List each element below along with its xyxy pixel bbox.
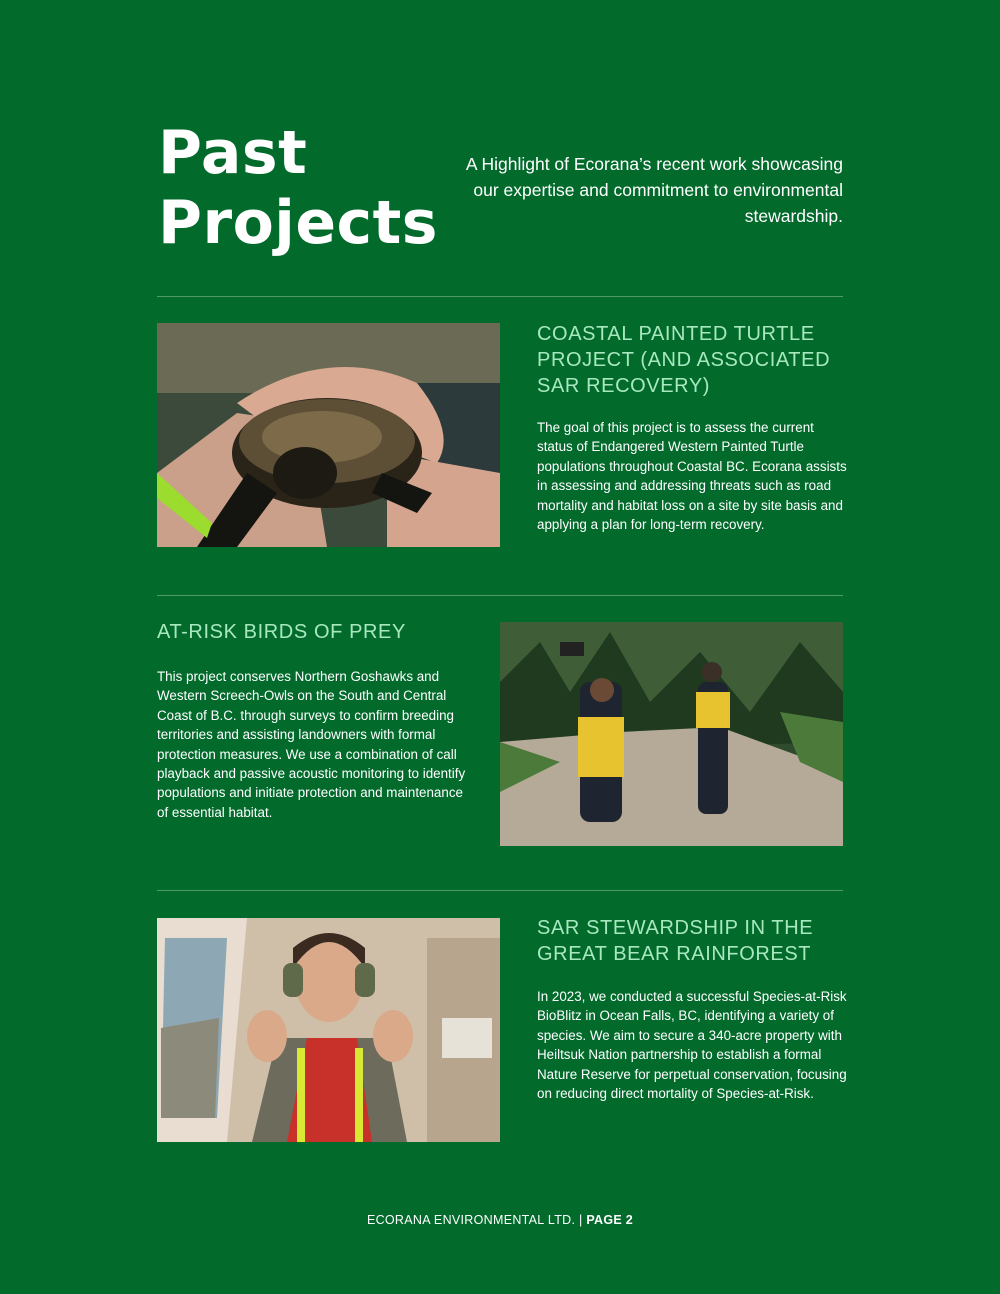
project-body-birds: This project conserves Northern Goshawks and Western Screech-Owls on the South and Central Coast of B.C. through surveys to confirm breeding territories and assisting landowners with formal protection measures. We use a combination of call playback and passive acoustic monitoring to identify populations and initiate protection and maintenance of essential habitat. [157,669,466,820]
birds-survey-photo [500,622,843,846]
turtle-photo [157,323,500,547]
page-footer [0,1213,1000,1227]
project-heading-rainforest: SAR STEWARDSHIP IN THE GREAT BEAR RAINFOREST [537,917,814,965]
footer-page-number: PAGE 2 [586,1213,634,1227]
page-title-line1: Past [158,118,308,188]
project-body-rainforest: In 2023, we conducted a successful Species-at-Risk BioBlitz in Ocean Falls, BC, identifying a variety of species. We aim to secure a 340-acre property with Heiltsuk Nation partnership to establish a formal Nature Reserve for perpetual conservation, focusing on reducing direct mortality of Species-at-Risk. [537,989,847,1102]
project-body-turtle: The goal of this project is to assess the current status of Endangered Western Painted Turtle populations throughout Coastal BC. Ecorana assists in assessing and addressing threats such as road mortality and habitat loss on a site by site basis and applying a plan for long-term recovery. [537,420,847,533]
page-title-line2: Projects [158,188,439,258]
divider [157,890,843,891]
project-heading-turtle: COASTAL PAINTED TURTLE PROJECT (AND ASSOCIATED SAR RECOVERY) [537,323,831,397]
footer-company: ECORANA ENVIRONMENTAL LTD. | [366,1213,587,1227]
divider [157,296,843,297]
page-intro: A Highlight of Ecorana’s recent work showcasing our expertise and commitment to environmental stewardship. [465,154,843,226]
page-title [158,118,458,258]
divider [157,595,843,596]
helicopter-photo [157,918,500,1142]
project-heading-birds: AT-RISK BIRDS OF PREY [157,621,406,643]
